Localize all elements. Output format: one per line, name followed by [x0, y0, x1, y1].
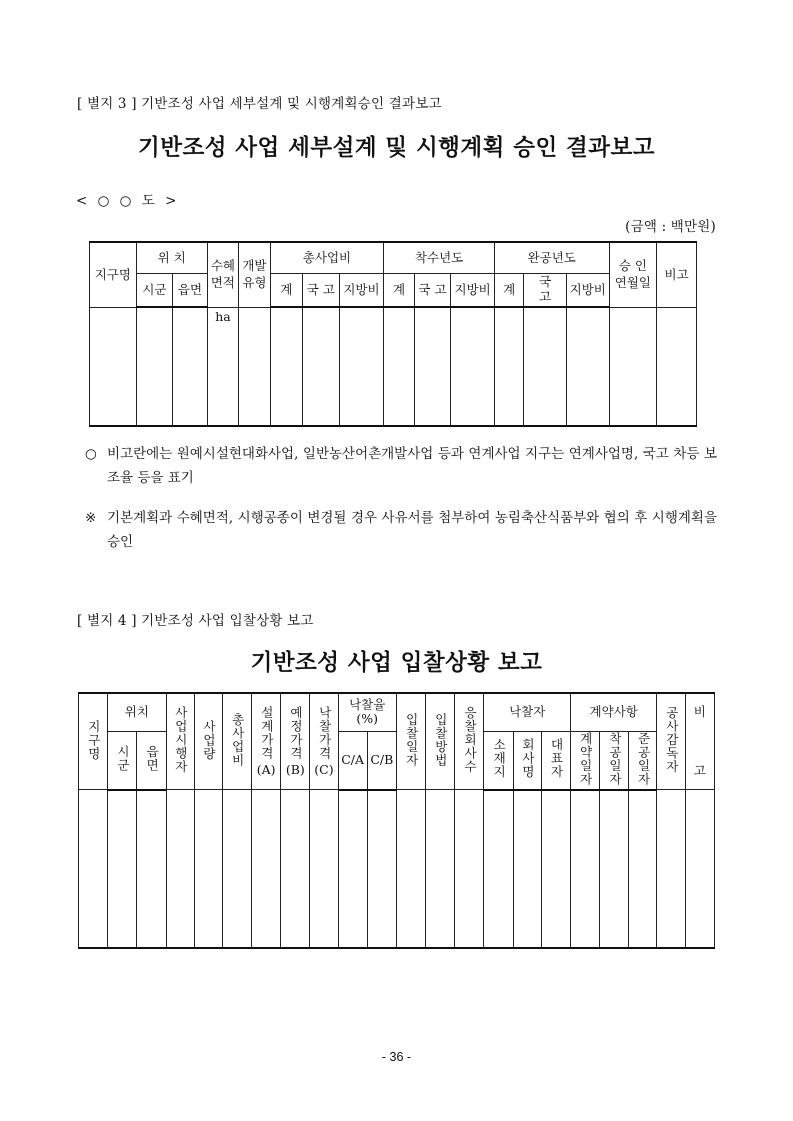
th-end-total: 계: [494, 273, 523, 307]
th-bid-date: 입찰일자: [396, 693, 425, 790]
cell: [600, 790, 629, 948]
th-ca: C/A: [338, 731, 367, 790]
th-completion-date: 준공일자: [629, 731, 657, 790]
th-contract: 계약사항: [570, 693, 657, 731]
note-approval: [85, 506, 717, 555]
page-number: - 36 -: [381, 1050, 412, 1064]
th-winner: 낙찰자: [484, 693, 571, 731]
th-total-cost: 총사업비: [270, 242, 384, 273]
cell: [339, 307, 384, 426]
th-start-total: 계: [384, 273, 414, 307]
th-district: 지구명: [79, 693, 108, 790]
th-bid-price: 낙찰가격 (C): [310, 693, 338, 790]
cell: [455, 790, 484, 948]
note-text: 비고란에는 원예시설현대화사업, 일반농산어촌개발사업 등과 연계사업 지구는 연계사업명, 국고 차등 보조율 등을 표기: [107, 446, 717, 487]
cell: [303, 307, 340, 426]
note-mark: ○: [85, 446, 97, 462]
cell: [166, 790, 194, 948]
th-sigun: 시군: [136, 273, 173, 307]
th-start-local: 지방비: [451, 273, 495, 307]
th-design-price: 설계가격 (A): [252, 693, 281, 790]
cell: [629, 790, 657, 948]
cell: [566, 307, 609, 426]
th-total-cost: 총사업비: [222, 693, 251, 790]
cell: [513, 790, 541, 948]
th-executor: 사업시행자: [166, 693, 194, 790]
th-remarks: 비고: [657, 242, 697, 307]
cell-district: [90, 307, 137, 426]
cell: [338, 790, 367, 948]
th-end-national: 국고: [524, 273, 567, 307]
th-end-year: 완공년도: [494, 242, 609, 273]
note-mark: ※: [85, 510, 97, 526]
cell: [541, 790, 570, 948]
cell: [494, 307, 523, 426]
cell: [426, 790, 455, 948]
cell: [79, 790, 108, 948]
th-company: 회사명: [513, 731, 541, 790]
th-contract-date: 계약일자: [570, 731, 599, 790]
th-address: 소재지: [484, 731, 513, 790]
annex4-title: 기반조성 사업 입찰상황 보고: [250, 650, 543, 676]
th-location: 위 치: [136, 242, 207, 273]
annex3-table: [89, 241, 697, 427]
cell-eupmyeon: [173, 307, 208, 426]
cell-dev-type: [239, 307, 270, 426]
th-cost-national: 국 고: [303, 273, 340, 307]
annex3-title: 기반조성 사업 세부설계 및 시행계획 승인 결과보고: [138, 135, 655, 161]
th-bid-method: 입찰방법: [426, 693, 455, 790]
region-label: < ○ ○ 도 >: [76, 193, 180, 209]
cell: [252, 790, 281, 948]
unit-label: (금액 : 백만원): [625, 219, 716, 235]
cell: [194, 790, 222, 948]
th-estimated-price: 예정가격 (B): [281, 693, 310, 790]
th-cost-local: 지방비: [339, 273, 384, 307]
cell: [310, 790, 338, 948]
th-end-local: 지방비: [566, 273, 609, 307]
cell-sigun: [136, 307, 173, 426]
th-start-year: 착수년도: [384, 242, 495, 273]
th-cost-total: 계: [270, 273, 302, 307]
th-quantity: 사업량: [194, 693, 222, 790]
cell: [384, 307, 414, 426]
cell: [281, 790, 310, 948]
th-bidder-count: 응찰회사수: [455, 693, 484, 790]
th-representative: 대표자: [541, 731, 570, 790]
cell-approval-date: [609, 307, 657, 426]
th-cb: C/B: [367, 731, 396, 790]
cell: [414, 307, 451, 426]
th-bid-rate: 낙찰율 (%): [338, 693, 396, 731]
cell: [484, 790, 513, 948]
annex4-tag: [ 별지 4 ] 기반조성 사업 입찰상황 보고: [77, 613, 314, 629]
note-remarks: [85, 442, 717, 491]
note-text: 기본계획과 수혜면적, 시행공종이 변경될 경우 사유서를 첨부하여 농림축산식품부와 협의 후 시행계획을 승인: [107, 510, 717, 551]
th-sigun: 시군: [108, 731, 137, 790]
annex3-tag: [ 별지 3 ] 기반조성 사업 세부설계 및 시행계획승인 결과보고: [77, 96, 442, 112]
th-location: 위치: [108, 693, 166, 731]
cell: [524, 307, 567, 426]
cell: [657, 790, 685, 948]
th-start-date: 착공일자: [600, 731, 629, 790]
th-eupmyeon: 읍면: [173, 273, 208, 307]
th-dev-type: 개발유형: [239, 242, 270, 307]
annex4-table: [78, 692, 715, 949]
cell: [570, 790, 599, 948]
cell: [222, 790, 251, 948]
cell: [108, 790, 137, 948]
th-start-national: 국 고: [414, 273, 451, 307]
cell-benefit-area: ha: [207, 307, 238, 426]
th-eupmyeon: 읍면: [137, 731, 166, 790]
cell: [451, 307, 495, 426]
cell: [396, 790, 425, 948]
th-approval-date: 승 인 연월일: [609, 242, 657, 307]
th-district: 지구명: [90, 242, 137, 307]
th-benefit-area: 수혜면적: [207, 242, 238, 307]
cell: [137, 790, 166, 948]
cell-remarks: [657, 307, 697, 426]
cell: [270, 307, 302, 426]
cell: [685, 790, 714, 948]
th-supervisor: 공사감독자: [657, 693, 685, 790]
th-remarks: 비 고: [685, 693, 714, 790]
cell: [367, 790, 396, 948]
